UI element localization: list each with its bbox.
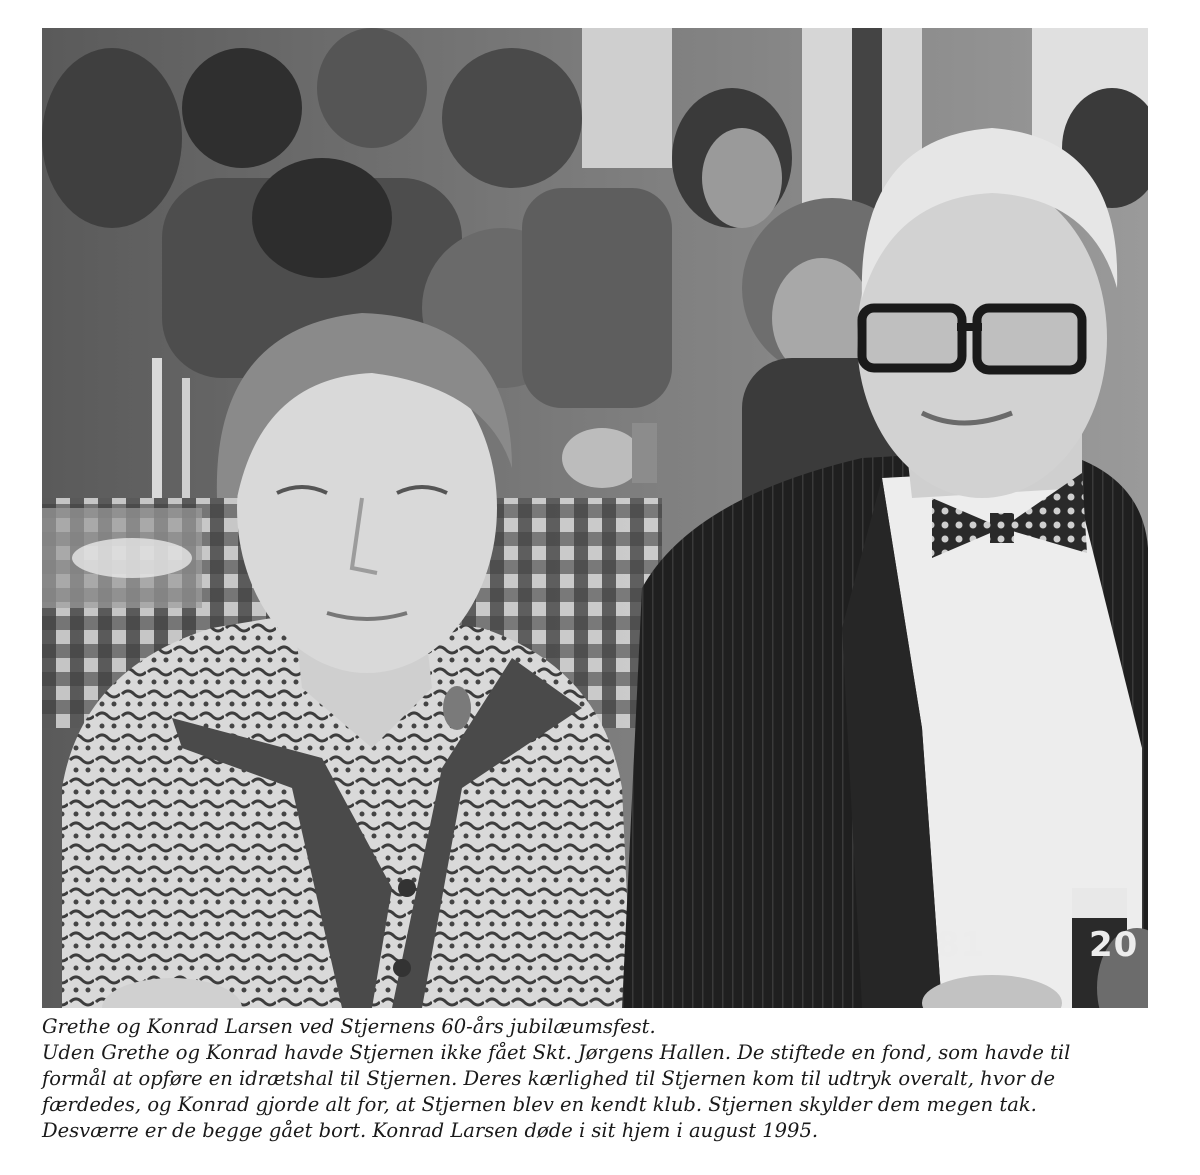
photo-illustration: [42, 28, 1148, 1008]
photo-caption: [42, 1014, 1162, 1144]
caption-title: Grethe og Konrad Larsen ved Stjernens 60-års jubilæumsfest.: [42, 1015, 656, 1038]
frame-number-right: 20: [1089, 925, 1139, 965]
caption-line: Uden Grethe og Konrad havde Stjernen ikke fået Skt. Jørgens Hallen. De stiftede en fond, som havde til: [42, 1041, 1071, 1064]
caption-line: færdedes, og Konrad gjorde alt for, at Stjernen blev en kendt klub. Stjernen skylder dem megen tak.: [42, 1093, 1037, 1116]
caption-line: formål at opføre en idrætshal til Stjernen. Deres kærlighed til Stjernen kom til udtryk overalt, hvor de: [42, 1067, 1055, 1090]
frame-number-left: 81: [936, 925, 986, 965]
photograph: [42, 28, 1148, 1008]
caption-line: Desværre er de begge gået bort. Konrad Larsen døde i sit hjem i august 1995.: [42, 1119, 819, 1142]
